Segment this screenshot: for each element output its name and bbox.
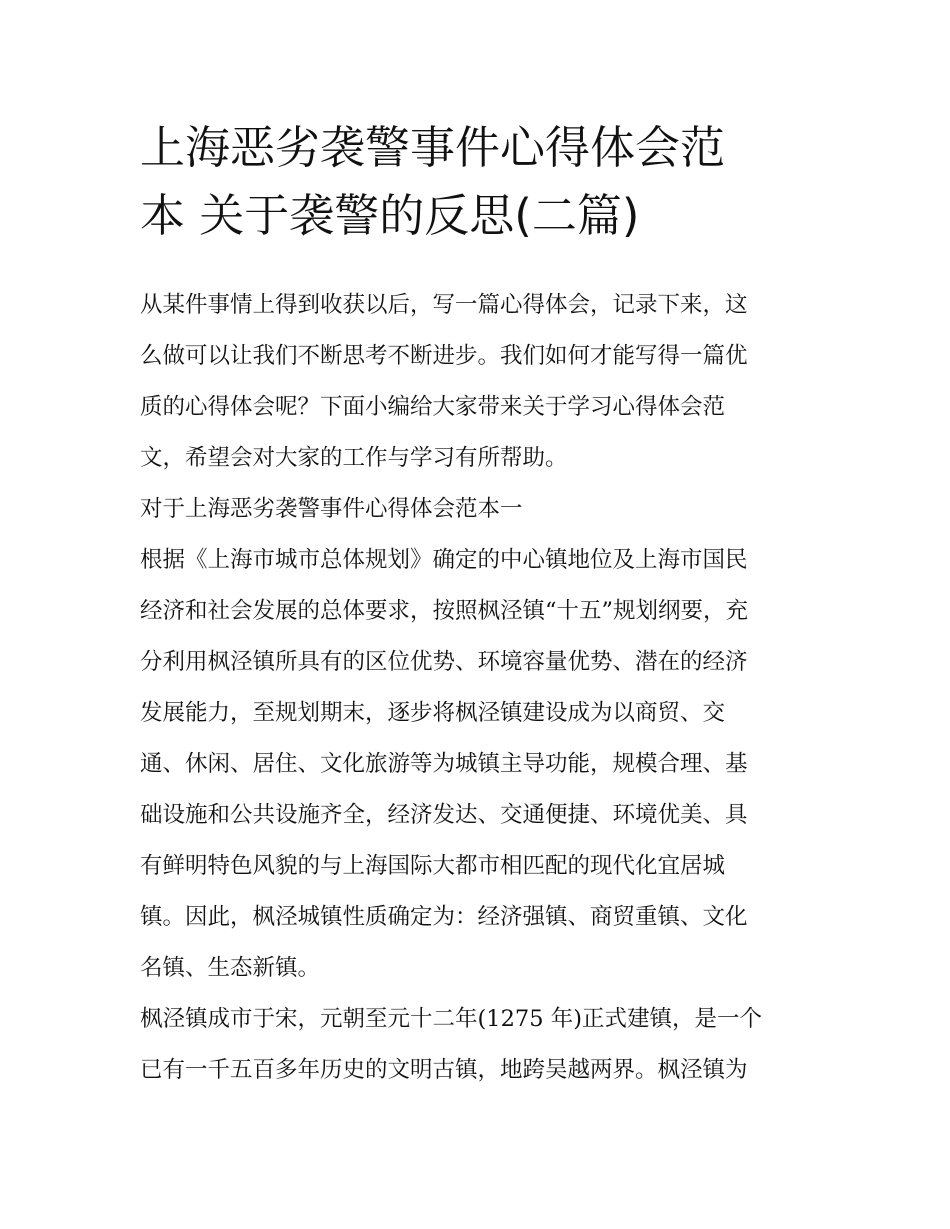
body-line: 分利用枫泾镇所具有的区位优势、环境容量优势、潜在的经济	[140, 649, 748, 675]
body-line: 发展能力，至规划期末，逐步将枫泾镇建设成为以商贸、交	[140, 700, 726, 726]
body-line: 文，希望会对大家的工作与学习有所帮助。	[140, 445, 568, 471]
body-line: 础设施和公共设施齐全，经济发达、交通便捷、环境优美、具	[140, 802, 748, 828]
title-line: 上海恶劣袭警事件心得体会范	[140, 121, 726, 174]
document-title	[140, 114, 820, 250]
body-line: 有鲜明特色风貌的与上海国际大都市相匹配的现代化宜居城	[140, 853, 726, 879]
body-line: 镇。因此，枫泾城镇性质确定为：经济强镇、商贸重镇、文化	[140, 904, 748, 930]
body-line: 枫泾镇成市于宋，元朝至元十二年(1275 年)正式建镇，是一个	[140, 1006, 762, 1032]
document-body	[140, 280, 830, 1096]
body-line: 名镇、生态新镇。	[140, 955, 321, 981]
body-line: 已有一千五百多年历史的文明古镇，地跨吴越两界。枫泾镇为	[140, 1057, 748, 1083]
title-line: 本 关于袭警的反思(二篇)	[140, 189, 640, 242]
body-line: 质的心得体会呢？下面小编给大家带来关于学习心得体会范	[140, 394, 726, 420]
body-line: 经济和社会发展的总体要求，按照枫泾镇“十五”规划纲要，充	[140, 598, 749, 624]
body-line: 根据《上海市城市总体规划》确定的中心镇地位及上海市国民	[140, 547, 748, 573]
body-line: 么做可以让我们不断思考不断进步。我们如何才能写得一篇优	[140, 343, 748, 369]
body-line: 通、休闲、居住、文化旅游等为城镇主导功能，规模合理、基	[140, 751, 748, 777]
body-line: 从某件事情上得到收获以后，写一篇心得体会，记录下来，这	[140, 292, 748, 318]
section-heading: 对于上海恶劣袭警事件心得体会范本一	[140, 496, 523, 522]
